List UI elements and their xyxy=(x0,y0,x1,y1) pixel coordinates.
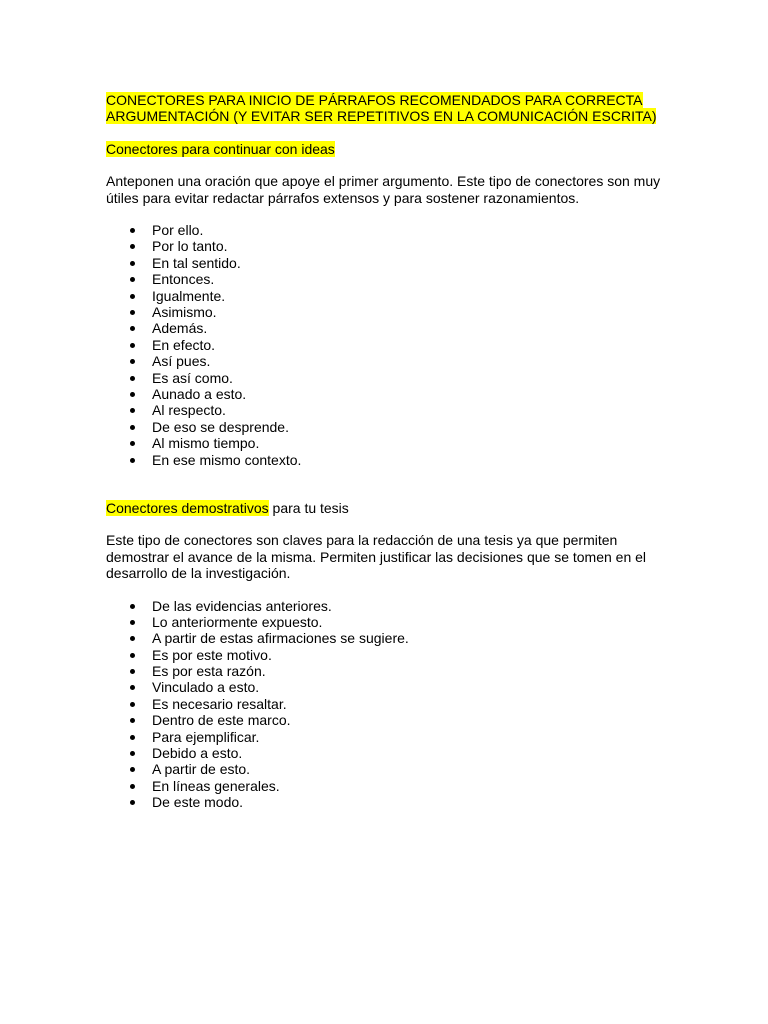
section-2-list-item-text: A partir de esto. xyxy=(152,761,251,778)
bullet-icon xyxy=(130,604,135,609)
bullet-icon xyxy=(130,620,135,625)
bullet-icon xyxy=(130,669,135,674)
section-1-list-item xyxy=(106,353,668,369)
bullet-icon xyxy=(130,735,135,740)
bullet-icon xyxy=(130,458,135,463)
section-2-intro-line-1: Este tipo de conectores son claves para la redacción de una tesis ya que permiten xyxy=(106,532,618,549)
section-2-list-item-text: De las evidencias anteriores. xyxy=(152,597,332,614)
bullet-icon xyxy=(130,800,135,805)
bullet-icon xyxy=(130,636,135,641)
bullet-icon xyxy=(130,376,135,381)
section-2-list-item xyxy=(106,663,668,679)
section-1-heading xyxy=(106,141,668,157)
section-1-list-item-text: Además. xyxy=(152,320,208,337)
bullet-icon xyxy=(130,277,135,282)
bullet-icon xyxy=(130,326,135,331)
section-1-list-item xyxy=(106,288,668,304)
section-1-list-item-text: En efecto. xyxy=(152,336,216,353)
bullet-icon xyxy=(130,359,135,364)
section-1-bullet-list xyxy=(106,222,668,468)
section-1-list-item xyxy=(106,271,668,287)
section-2-list-item xyxy=(106,696,668,712)
section-1-intro-line-1: Anteponen una oración que apoye el primer argumento. Este tipo de conectores son muy xyxy=(106,173,661,190)
bullet-icon xyxy=(130,718,135,723)
section-1-list-item xyxy=(106,452,668,468)
bullet-icon xyxy=(130,784,135,789)
section-2-list-item-text: Para ejemplificar. xyxy=(152,728,260,745)
section-2-intro-line-3: desarrollo de la investigación. xyxy=(106,565,291,582)
section-2-bullet-list xyxy=(106,598,668,811)
bullet-icon xyxy=(130,392,135,397)
section-1-list-item-text: Asimismo. xyxy=(152,303,217,320)
section-2-list-item xyxy=(106,614,668,630)
section-1-list-item-text: Por ello. xyxy=(152,222,204,239)
bullet-icon xyxy=(130,261,135,266)
bullet-icon xyxy=(130,294,135,299)
bullet-icon xyxy=(130,702,135,707)
section-1-list-item-text: Aunado a esto. xyxy=(152,385,247,402)
section-2-heading-highlighted: Conectores demostrativos xyxy=(106,499,269,516)
section-2-list-item-text: En líneas generales. xyxy=(152,777,280,794)
bullet-icon xyxy=(130,767,135,772)
section-2-list-item xyxy=(106,647,668,663)
section-1-intro xyxy=(106,173,668,206)
bullet-icon xyxy=(130,653,135,658)
bullet-icon xyxy=(130,685,135,690)
section-2-intro-line-2: demostrar el avance de la misma. Permiten justificar las decisiones que se tomen en el xyxy=(106,548,647,565)
section-1-list-item xyxy=(106,337,668,353)
bullet-icon xyxy=(130,751,135,756)
section-1-list-item xyxy=(106,304,668,320)
spacer xyxy=(106,468,668,484)
bullet-icon xyxy=(130,228,135,233)
bullet-icon xyxy=(130,408,135,413)
section-2-list-item-text: Lo anteriormente expuesto. xyxy=(152,613,323,630)
document-title xyxy=(106,92,668,125)
section-2-heading-rest: para tu tesis xyxy=(268,499,349,516)
section-2-list-item-text: Debido a esto. xyxy=(152,745,243,762)
section-1-list-item xyxy=(106,370,668,386)
section-1-list-item-text: Al mismo tiempo. xyxy=(152,435,260,452)
section-1-list-item xyxy=(106,402,668,418)
section-1-list-item-text: Es así como. xyxy=(152,369,233,386)
section-2-heading xyxy=(106,500,668,516)
section-2-list-item-text: Es necesario resaltar. xyxy=(152,695,287,712)
bullet-icon xyxy=(130,343,135,348)
section-2-list-item-text: Es por este motivo. xyxy=(152,646,272,663)
bullet-icon xyxy=(130,425,135,430)
section-1-heading-text: Conectores para continuar con ideas xyxy=(106,140,335,157)
section-1-list-item xyxy=(106,238,668,254)
section-2-list-item xyxy=(106,630,668,646)
section-2-list-item-text: De este modo. xyxy=(152,794,244,811)
bullet-icon xyxy=(130,310,135,315)
section-1-list-item xyxy=(106,435,668,451)
section-1-list-item-text: Por lo tanto. xyxy=(152,238,228,255)
section-1-list-item-text: En tal sentido. xyxy=(152,254,241,271)
section-2-list-item-text: A partir de estas afirmaciones se sugiere. xyxy=(152,630,409,647)
section-2-intro xyxy=(106,532,668,581)
section-2-list-item xyxy=(106,679,668,695)
section-2-list-item xyxy=(106,761,668,777)
section-1-list-item-text: En ese mismo contexto. xyxy=(152,451,302,468)
section-2-list-item-text: Es por esta razón. xyxy=(152,663,266,680)
section-1-list-item-text: Al respecto. xyxy=(152,402,226,419)
bullet-icon xyxy=(130,244,135,249)
section-1-list-item xyxy=(106,419,668,435)
section-1-list-item-text: De eso se desprende. xyxy=(152,418,289,435)
bullet-icon xyxy=(130,441,135,446)
section-1-list-item-text: Así pues. xyxy=(152,353,211,370)
section-1-list-item xyxy=(106,386,668,402)
section-1-list-item xyxy=(106,320,668,336)
title-line-2: ARGUMENTACIÓN (Y EVITAR SER REPETITIVOS EN LA COMUNICACIÓN ESCRITA) xyxy=(106,108,657,125)
section-2-list-item xyxy=(106,729,668,745)
section-2-list-item-text: Vinculado a esto. xyxy=(152,679,260,696)
section-2-list-item-text: Dentro de este marco. xyxy=(152,712,291,729)
section-2-list-item xyxy=(106,778,668,794)
section-2-list-item xyxy=(106,598,668,614)
section-2-list-item xyxy=(106,712,668,728)
section-1-list-item xyxy=(106,222,668,238)
section-1-list-item-text: Entonces. xyxy=(152,271,215,288)
section-2-list-item xyxy=(106,745,668,761)
section-1-intro-line-2: útiles para evitar redactar párrafos extensos y para sostener razonamientos. xyxy=(106,189,580,206)
section-2-list-item xyxy=(106,794,668,810)
section-1-list-item xyxy=(106,255,668,271)
section-1-list-item-text: Igualmente. xyxy=(152,287,226,304)
title-line-1: CONECTORES PARA INICIO DE PÁRRAFOS RECOMENDADOS PARA CORRECTA xyxy=(106,92,643,108)
